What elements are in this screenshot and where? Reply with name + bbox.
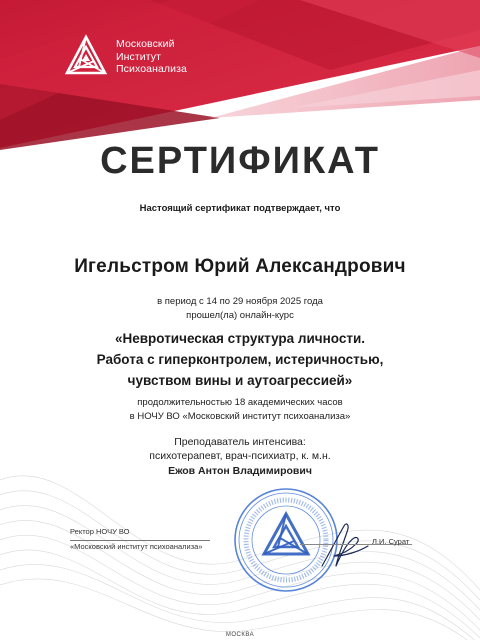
rector-organization: «Московский институт психоанализа» xyxy=(70,542,203,551)
course-institution: в НОЧУ ВО «Московский институт психоанализа» xyxy=(129,411,351,422)
recipient-name: Игельстром Юрий Александрович xyxy=(74,256,406,277)
institute-logo xyxy=(64,34,187,78)
teacher-credentials: психотерапевт, врач-психиатр, к. м.н. xyxy=(149,450,331,462)
course-title-line-2: Работа с гиперконтролем, истеричностью, xyxy=(96,352,384,367)
teacher-label: Преподаватель интенсива: xyxy=(174,436,306,448)
rector-label: Ректор НОЧУ ВО xyxy=(70,527,130,536)
course-period: в период с 14 по 29 ноября 2025 года xyxy=(157,296,323,307)
confirm-statement: Настоящий сертификат подтверждает, что xyxy=(139,203,341,214)
header-decoration xyxy=(0,0,480,160)
logo-line-2: Институт xyxy=(116,50,162,63)
signer-name: Л.И. Сурат xyxy=(372,537,410,546)
rector-block xyxy=(70,524,203,554)
triangle-knot-icon xyxy=(64,34,108,78)
certificate-title: СЕРТИФИКАТ xyxy=(100,140,380,182)
course-title-line-3: чувством вины и аутоагрессией» xyxy=(127,373,353,388)
rector-signature xyxy=(314,516,372,574)
course-passed-text: прошел(ла) онлайн-курс xyxy=(186,310,294,321)
course-duration: продолжительностью 18 академических часов xyxy=(137,397,343,408)
rector-divider xyxy=(70,540,210,541)
course-title xyxy=(0,328,480,391)
logo-line-3: Психоанализа xyxy=(116,63,187,75)
logo-line-1: Московский xyxy=(116,38,175,50)
course-title-line-1: «Невротическая структура личности. xyxy=(114,331,366,346)
teacher-name: Ежов Антон Владимирович xyxy=(168,465,312,477)
city-label: МОСКВА xyxy=(225,632,255,638)
